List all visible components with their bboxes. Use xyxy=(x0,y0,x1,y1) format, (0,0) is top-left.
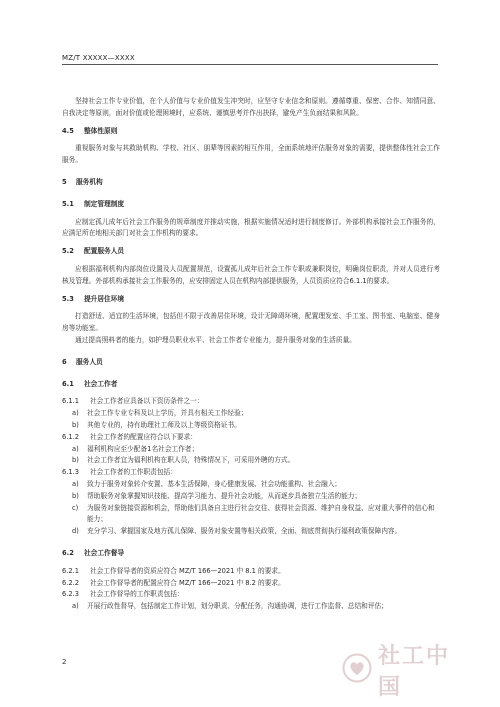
clause-text: 社会工作督导的工作职责包括： xyxy=(90,590,184,599)
section-number: 6.1 xyxy=(62,379,74,388)
list-text: 其他专业的，持有助理社工师及以上等级资格证书。 xyxy=(87,420,241,429)
list-marker: a) xyxy=(72,479,79,488)
list-text: 致力于服务对象转介安置、基本生活保障，身心健康发展、社会功能重构、社会融入； xyxy=(87,479,342,488)
list-item xyxy=(62,408,440,420)
paragraph: 应制定孤儿成年后社会工作服务的规章制度并推动实施，根据实施情况适时进行制度修订。外部机构承接社会工作服务的，应满足所在地相关部门对社会工作机构的要求。 xyxy=(62,217,440,238)
section-title: 服务机构 xyxy=(76,177,103,186)
list-text: 为服务对象链接资源和机会，帮助他们具备自主进行社会交往、获得社会资源、维护自身权益、应对重大事件的信心和能力； xyxy=(87,503,435,524)
watermark-text: 社工中国 xyxy=(378,644,451,700)
chapter-heading-5 xyxy=(62,177,440,189)
section-heading-5-2 xyxy=(62,246,440,258)
paragraph: 坚持社会工作专业价值，在个人价值与专业价值发生冲突时，应坚守专业信念和原则。遵循尊重、保密、合作、知情同意、自我决定等原则，面对价值或伦理困境时，应系统、谨慎思考并作出抉择，避免产生负面结果和风险。 xyxy=(62,97,440,117)
section-number: 5 xyxy=(62,177,67,186)
list-item xyxy=(62,601,440,613)
list-marker: a) xyxy=(72,409,79,418)
section-heading-6-1 xyxy=(62,379,440,391)
section-number: 5.1 xyxy=(62,199,74,208)
section-number: 5.3 xyxy=(62,294,74,303)
list-marker: b) xyxy=(72,420,79,429)
paragraph: 打造舒适、适宜的生活环境，包括但不限于改善居住环境，设计无障碍环境，配置理发室、手工室、图书室、电脑室、健身房等功能室。 xyxy=(62,312,440,333)
section-number: 6.2 xyxy=(62,548,74,557)
section-title: 提升居住环境 xyxy=(84,294,125,303)
header-rule xyxy=(62,64,438,65)
list-marker: d) xyxy=(72,527,79,536)
paragraph: 重视服务对象与其救助机构、学校、社区、朋辈等因素的相互作用，全面系统地评估服务对象的需要，提供整体性社会工作服务。 xyxy=(62,144,440,165)
list-item xyxy=(62,444,440,456)
list-item xyxy=(62,503,440,527)
section-title: 服务人员 xyxy=(76,357,103,366)
clause-6-2-3 xyxy=(62,589,440,601)
clause-number: 6.1.3 xyxy=(62,468,80,477)
section-title: 社会工作者 xyxy=(84,379,118,388)
section-heading-6-2 xyxy=(62,548,440,560)
section-title: 制定管理制度 xyxy=(84,199,125,208)
clause-6-2-2 xyxy=(62,578,440,590)
clause-6-1-3 xyxy=(62,467,440,479)
list-text: 帮助服务对象掌握知识技能、提高学习能力、提升社会功能，从而逐步具备独立生活的能力； xyxy=(87,491,362,500)
clause-6-1-2 xyxy=(62,432,440,444)
list-marker: b) xyxy=(72,456,79,465)
clause-text: 社会工作者的配置应符合以下要求： xyxy=(90,432,197,441)
clause-6-1-1 xyxy=(62,396,440,408)
clause-text: 社会工作督导者的资质应符合 MZ/T 166—2021 中 8.1 的要求。 xyxy=(90,566,285,575)
clause-6-2-1 xyxy=(62,566,440,578)
clause-number: 6.2.2 xyxy=(62,578,80,587)
list-marker: b) xyxy=(72,491,79,500)
page-number: 2 xyxy=(62,658,67,666)
list-marker: a) xyxy=(72,602,79,611)
section-number: 6 xyxy=(62,357,67,366)
list-marker: a) xyxy=(72,444,79,453)
list-text: 充分学习、掌握国家及地方孤儿保障、服务对象安置等相关政策，全面、彻底贯彻执行福利政策保障内容。 xyxy=(87,527,402,536)
section-number: 4.5 xyxy=(62,126,74,135)
paragraph: 通过提高照料者的能力，如护理员职业水平、社会工作者专业能力，提升服务对象的生活质量。 xyxy=(75,335,356,344)
list-text: 福利机构应至少配备1名社会工作者； xyxy=(87,444,199,453)
list-item xyxy=(62,526,440,538)
clause-number: 6.1.2 xyxy=(62,432,80,441)
list-marker: c) xyxy=(72,503,79,512)
list-item xyxy=(62,420,440,432)
heart-seal-icon xyxy=(342,653,372,687)
clause-text: 社会工作者应具备以下资历条件之一： xyxy=(90,397,204,406)
chapter-heading-6 xyxy=(62,357,440,369)
clause-number: 6.2.3 xyxy=(62,590,80,599)
clause-text: 社会工作督导者的配置应符合 MZ/T 166—2021 中 8.2 的要求。 xyxy=(90,578,285,587)
section-heading-5-3 xyxy=(62,294,440,306)
clause-text: 社会工作者的工作职责包括： xyxy=(90,468,177,477)
section-title: 配置服务人员 xyxy=(84,247,125,256)
section-title: 整体性原则 xyxy=(84,126,118,135)
standard-code-header: MZ/T XXXXX—XXXX xyxy=(62,54,135,62)
section-number: 5.2 xyxy=(62,247,74,256)
watermark-logo xyxy=(342,644,472,700)
list-item xyxy=(62,491,440,503)
paragraph: 应根据福利机构内部岗位设置及人员配置规范，设置孤儿成年后社会工作专职或兼职岗位，明确岗位职责，并对人员进行考核及管理。外部机构承接社会工作服务的，应安排固定人员在机构内部提供服务，人员资质应符合6.1.1的要求。 xyxy=(62,264,440,285)
list-text: 社会工作专业专科及以上学历，并具有相关工作经验； xyxy=(87,409,248,418)
section-title: 社会工作督导 xyxy=(84,548,125,557)
clause-number: 6.1.1 xyxy=(62,397,80,406)
section-heading-5-1 xyxy=(62,199,440,211)
list-item xyxy=(62,479,440,491)
list-item xyxy=(62,455,440,467)
list-text: 社会工作者宜为福利机构在职人员，特殊情况下，可采用外聘的方式。 xyxy=(87,456,295,465)
list-text: 开展行政性督导，包括制定工作计划，划分职责、分配任务，沟通协调，进行工作监督、总结和评估； xyxy=(87,602,388,611)
clause-number: 6.2.1 xyxy=(62,566,80,575)
document-body xyxy=(62,96,440,613)
section-heading-4-5 xyxy=(62,126,440,138)
